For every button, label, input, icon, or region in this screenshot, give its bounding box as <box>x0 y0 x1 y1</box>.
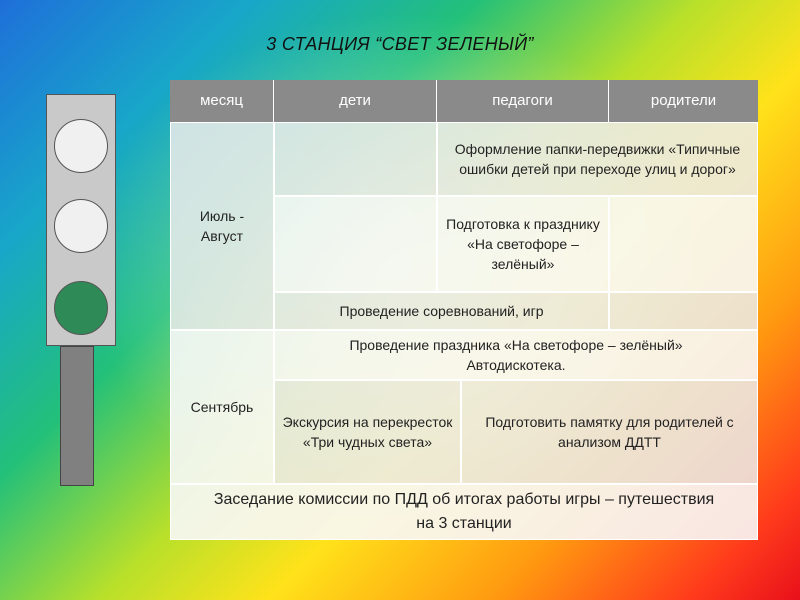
row-memo: Подготовить памятку для родителей с анализом ДДТТ <box>461 380 758 484</box>
traffic-light-pole <box>60 346 94 486</box>
empty-cell <box>274 122 437 196</box>
row-holiday: Проведение праздника «На светофоре – зелёный» Автодискотека. <box>274 330 758 380</box>
row-competitions: Проведение соревнований, игр <box>274 292 609 330</box>
month-july-august: Июль - Август <box>170 122 274 330</box>
empty-cell <box>274 196 437 292</box>
slide-title: 3 СТАНЦИЯ “СВЕТ ЗЕЛЕНЫЙ” <box>266 34 534 54</box>
traffic-light-housing <box>46 94 116 346</box>
empty-cell <box>609 196 758 292</box>
header-children: дети <box>274 80 437 122</box>
header-month: месяц <box>170 80 274 122</box>
header-parents: родители <box>609 80 758 122</box>
traffic-light-top-lamp <box>54 119 108 173</box>
month-september: Сентябрь <box>170 330 274 484</box>
row-meeting: Заседание комиссии по ПДД об итогах работы игры – путешествия на 3 станции <box>170 484 758 540</box>
traffic-light-green-lamp <box>54 281 108 335</box>
row-excursion: Экскурсия на перекресток «Три чудных света» <box>274 380 461 484</box>
header-teachers: педагоги <box>437 80 609 122</box>
row-folder: Оформление папки-передвижки «Типичные ошибки детей при переходе улиц и дорог» <box>437 122 758 196</box>
traffic-light-middle-lamp <box>54 199 108 253</box>
row-holiday-prep: Подготовка к празднику «На светофоре – зелёный» <box>437 196 609 292</box>
plan-table <box>170 80 758 540</box>
empty-cell <box>609 292 758 330</box>
